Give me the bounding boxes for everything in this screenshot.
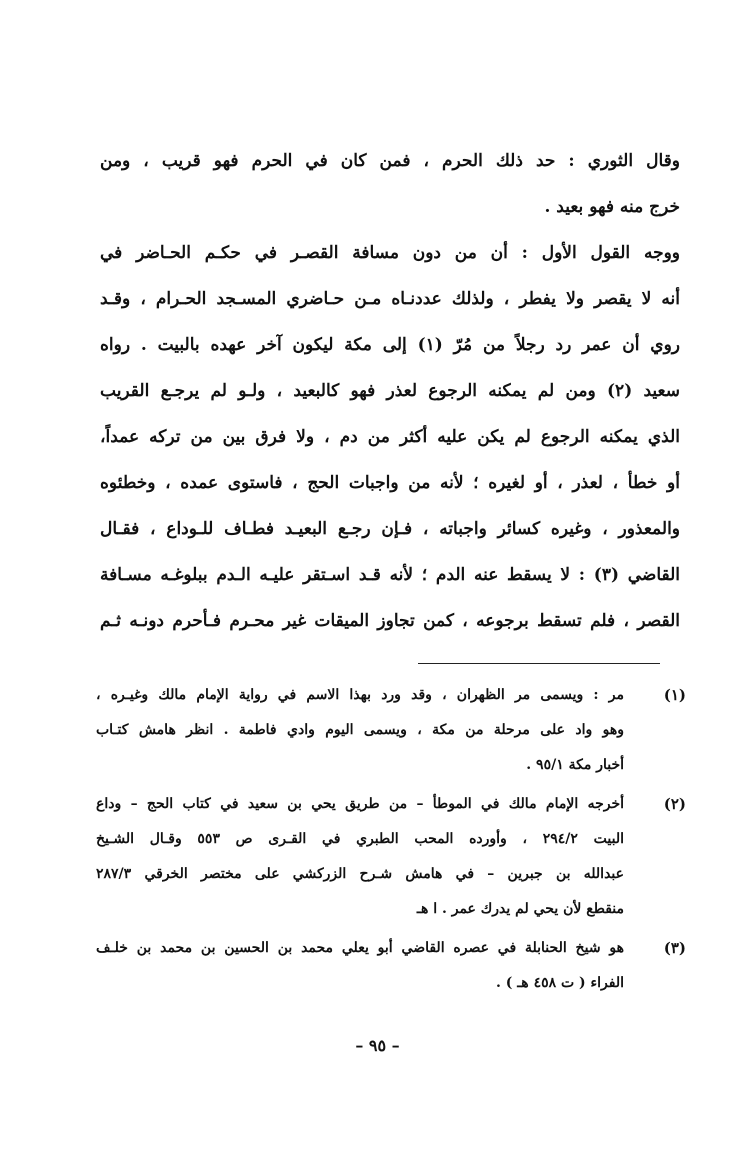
footnote [96,787,686,927]
text-line: روي أن عمر رد رجلاً من مُرّ (١) إلى مكة ليكون آخر عهده بالبيت . رواه [100,335,680,355]
footnote-line: أخبار مكة ٩٥/١ . [526,757,624,773]
footnote-line: منقطع لأن يحي لم يدرك عمر . ا هـ [416,901,624,917]
text-line: سعيد (٢) ومن لم يمكنه الرجوع لعذر فهو كالبعيد ، ولـو لم يرجـع القريب [100,381,680,401]
footnote-line: عبدالله بن جبرين – في هامش شـرح الزركشي على مختصر الخرقي ٢٨٧/٣ [96,866,624,882]
footnote-line: الفراء ( ت ٤٥٨ هـ ) . [495,975,624,991]
footnotes [96,678,686,1005]
footnote-line: أخرجه الإمام مالك في الموطأ – من طريق يحي بن سعيد في كتاب الحج – وداع [96,796,624,812]
text-line: الذي يمكنه الرجوع لم يكن عليه أكثر من دم ، ولا فرق بين من تركه عمداً، [100,427,680,447]
text-line: والمعذور ، وغيره كسائر واجباته ، فـإن رجـع البعيـد فطـاف للـوداع ، فقـال [100,519,680,539]
footnote [96,931,686,1001]
text-line: أو خطأ ، لعذر ، أو لغيره ؛ لأنه من واجبات الحج ، فاستوى عمده ، وخطئوه [100,473,680,493]
footnote-line: مر : ويسمى مر الظهران ، وقد ورد بهذا الاسم في رواية الإمام مالك وغيـره ، [96,687,624,703]
page-number: – ٩٥ – [355,1036,400,1055]
footnote-line: هو شيخ الحنابلة في عصره القاضي أبو يعلي محمد بن الحسين بن محمد بن خلـف [96,940,624,956]
footnote-line: البيت ٢٩٤/٢ ، وأورده المحب الطبري في القـرى ص ٥٥٣ وقـال الشـيخ [96,831,624,847]
text-line: خرج منه فهو بعيد . [544,197,680,217]
footnote-line: وهو واد على مرحلة من مكة ، ويسمى اليوم وادي فاطمة . انظر هامش كتـاب [96,722,624,738]
text-line: أنه لا يقصر ولا يفطر ، ولذلك عددنـاه مـن حـاضري المسـجد الحـرام ، وقـد [100,289,680,309]
footnote-divider [418,663,660,664]
text-line: وقال الثوري : حد ذلك الحرم ، فمن كان في الحرم فهو قريب ، ومن [100,151,680,171]
text-line: ووجه القول الأول : أن من دون مسافة القصـر في حكـم الحـاضر في [100,243,680,263]
main-text [100,138,680,644]
text-line: القاضي (٣) : لا يسقط عنه الدم ؛ لأنه قـد اسـتقر عليـه الـدم ببلوغـه مسـافة [100,565,680,585]
text-line: القصر ، فلم تسقط برجوعه ، كمن تجاوز الميقات غير محـرم فـأحرم دونـه ثـم [100,611,680,631]
footnote-number: (١) [663,686,686,704]
footnote [96,678,686,783]
footnote-number: (٢) [663,795,686,813]
footnote-number: (٣) [663,939,686,957]
